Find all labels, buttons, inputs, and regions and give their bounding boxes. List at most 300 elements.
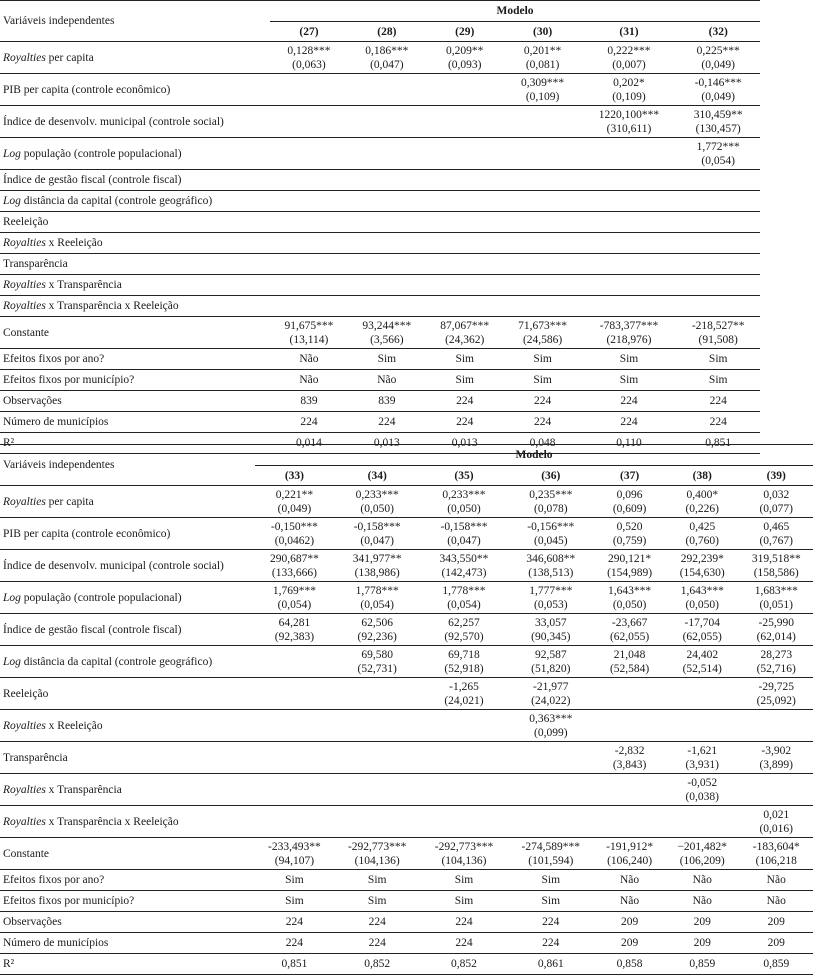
table-cell (426, 42, 504, 74)
table-cell (740, 614, 813, 646)
table-cell (740, 486, 813, 518)
coefficient: 62,506 (361, 617, 393, 629)
table-cell (582, 370, 677, 391)
coefficient: 1,777*** (529, 585, 572, 597)
standard-error: (3,931) (685, 759, 719, 771)
cell-value: 209 (768, 937, 785, 949)
coefficient: 1,643*** (681, 585, 724, 597)
row-label (0, 191, 270, 212)
table-cell (676, 233, 760, 254)
table-cell (676, 138, 760, 170)
table-cell (676, 370, 760, 391)
table-cell (426, 74, 504, 106)
table-row (0, 74, 760, 106)
table-cell (504, 317, 582, 349)
table-cell (594, 710, 665, 742)
coefficient: 1,643*** (608, 585, 651, 597)
standard-error: (52,731) (358, 663, 397, 675)
coefficient: 1,683*** (755, 585, 798, 597)
table-cell (255, 891, 334, 912)
table-cell (270, 191, 348, 212)
label-header: Variáveis independentes (0, 1, 270, 42)
row-label (0, 870, 255, 891)
standard-error: (0,063) (292, 59, 326, 71)
table-cell (348, 170, 426, 191)
table-cell (421, 614, 508, 646)
table-cell (426, 296, 504, 317)
cell-value: Sim (455, 374, 474, 386)
standard-error: (0,093) (448, 59, 482, 71)
group-header: Modelo (255, 445, 813, 466)
cell-value: 224 (534, 395, 551, 407)
row-label-text: Royalties x Transparência (3, 279, 122, 291)
model-number: (29) (426, 22, 504, 42)
table-cell (676, 42, 760, 74)
row-label-text: Índice de desenvolv. municipal (controle social) (3, 560, 224, 572)
table-cell (676, 170, 760, 191)
table-row (0, 138, 760, 170)
standard-error: (154,989) (607, 567, 652, 579)
row-label-text: PIB per capita (controle econômico) (3, 528, 170, 540)
cell-value: Não (693, 895, 712, 907)
cell-value: 209 (694, 937, 711, 949)
coefficient: 310,459** (694, 109, 743, 121)
standard-error: (310,611) (607, 123, 652, 135)
row-label (0, 106, 270, 138)
table-cell (334, 486, 421, 518)
row-label-text: Log população (controle populacional) (3, 148, 182, 160)
coefficient: 24,402 (686, 649, 718, 661)
coefficient: -0,146*** (695, 77, 742, 89)
row-label (0, 614, 255, 646)
table-cell (594, 933, 665, 954)
coefficient: 0,221** (276, 489, 313, 501)
table-cell (348, 412, 426, 433)
row-label-text: Royalties per capita (3, 52, 94, 64)
coefficient: 92,587 (535, 649, 567, 661)
standard-error: (0,047) (447, 535, 481, 547)
table-cell (270, 254, 348, 275)
row-label (0, 233, 270, 254)
table-cell (507, 486, 594, 518)
cell-value: Não (620, 874, 639, 886)
standard-error: (138,986) (355, 567, 400, 579)
standard-error: (0,050) (447, 503, 481, 515)
cell-value: Sim (378, 353, 397, 365)
coefficient: -0,150*** (271, 521, 318, 533)
cell-value: 224 (710, 395, 727, 407)
coefficient: 0,309*** (521, 77, 564, 89)
table-cell (504, 391, 582, 412)
standard-error: (0,759) (613, 535, 647, 547)
row-label (0, 646, 255, 678)
table-cell (665, 838, 740, 870)
table-cell (270, 138, 348, 170)
table-cell (255, 646, 334, 678)
standard-error: (0,049) (278, 503, 312, 515)
table-cell (594, 806, 665, 838)
regression-table-models-27-32 (0, 0, 760, 454)
table-cell (740, 742, 813, 774)
group-header: Modelo (270, 1, 760, 22)
table-cell (334, 710, 421, 742)
row-label-text: Reeleição (3, 688, 48, 700)
table-cell (270, 412, 348, 433)
cell-value: Sim (709, 353, 728, 365)
cell-value: Não (767, 874, 786, 886)
table-cell (507, 582, 594, 614)
table-cell (421, 838, 508, 870)
standard-error: (0,0462) (275, 535, 314, 547)
table-cell (665, 774, 740, 806)
label-header: Variáveis independentes (0, 445, 255, 486)
cell-value: Sim (620, 374, 639, 386)
table-cell (255, 838, 334, 870)
table-cell (270, 296, 348, 317)
table-cell (507, 710, 594, 742)
row-label (0, 254, 270, 275)
table-cell (676, 106, 760, 138)
table-cell (334, 646, 421, 678)
table-cell (421, 954, 508, 975)
standard-error: (0,760) (685, 535, 719, 547)
table-cell (507, 550, 594, 582)
table-cell (426, 317, 504, 349)
coefficient: 0,520 (617, 521, 643, 533)
coefficient: 69,718 (448, 649, 480, 661)
standard-error: (138,513) (528, 567, 573, 579)
cell-value: Não (299, 353, 318, 365)
table-cell (740, 838, 813, 870)
standard-error: (92,570) (444, 631, 483, 643)
table-cell (421, 582, 508, 614)
row-label (0, 806, 255, 838)
coefficient: 0,400* (686, 489, 718, 501)
coefficient: 28,273 (760, 649, 792, 661)
cell-value: Sim (542, 874, 561, 886)
table-cell (665, 870, 740, 891)
model-number: (39) (740, 466, 813, 486)
standard-error: (91,508) (699, 334, 738, 346)
table-cell (270, 74, 348, 106)
coefficient: 64,281 (279, 617, 311, 629)
standard-error: (51,820) (531, 663, 570, 675)
table-cell (421, 486, 508, 518)
row-label-text: Índice de gestão fiscal (controle fiscal) (3, 174, 182, 186)
row-label (0, 774, 255, 806)
table-cell (507, 742, 594, 774)
row-label-text: Royalties x Transparência x Reeleição (3, 816, 179, 828)
standard-error: (104,136) (355, 855, 400, 867)
coefficient: 0,202* (613, 77, 645, 89)
coefficient: -1,265 (449, 681, 479, 693)
table-cell (740, 646, 813, 678)
table-cell (665, 678, 740, 710)
table-row (0, 774, 813, 806)
table-cell (582, 317, 677, 349)
cell-value: Sim (542, 895, 561, 907)
table-cell (504, 275, 582, 296)
cell-value: Não (377, 374, 396, 386)
coefficient: 290,121* (608, 553, 651, 565)
standard-error: (0,767) (759, 535, 793, 547)
table-cell (426, 349, 504, 370)
coefficient: -233,493** (268, 841, 321, 853)
cell-value: Sim (455, 895, 474, 907)
standard-error: (90,345) (531, 631, 570, 643)
standard-error: (3,899) (759, 759, 793, 771)
cell-value: 209 (694, 916, 711, 928)
table-cell (507, 774, 594, 806)
table-cell (582, 138, 677, 170)
table-cell (426, 275, 504, 296)
cell-value: 0,013 (452, 437, 478, 449)
table-cell (665, 954, 740, 975)
table-row (0, 317, 760, 349)
table-cell (255, 710, 334, 742)
table-cell (504, 74, 582, 106)
table-cell (594, 550, 665, 582)
cell-value: 224 (286, 937, 303, 949)
row-label-text: Índice de desenvolv. municipal (controle social) (3, 116, 224, 128)
model-number: (35) (421, 466, 508, 486)
table-cell (255, 550, 334, 582)
row-label (0, 933, 255, 954)
table-row (0, 275, 760, 296)
table-row (0, 233, 760, 254)
table-row (0, 170, 760, 191)
cell-value: Sim (285, 895, 304, 907)
table-cell (334, 678, 421, 710)
standard-error: (0,054) (278, 599, 312, 611)
row-label-text: Efeitos fixos por município? (3, 895, 134, 907)
table-cell (740, 954, 813, 975)
cell-value: 0,014 (296, 437, 322, 449)
standard-error: (106,209) (680, 855, 725, 867)
coefficient: -183,604* (753, 841, 800, 853)
coefficient: 0,021 (763, 809, 789, 821)
table-cell (740, 710, 813, 742)
row-label (0, 954, 255, 975)
table-cell (270, 349, 348, 370)
row-label-text: PIB per capita (controle econômico) (3, 84, 170, 96)
table-cell (665, 550, 740, 582)
table-cell (421, 646, 508, 678)
standard-error: (0,078) (534, 503, 568, 515)
table-cell (504, 138, 582, 170)
table-cell (348, 391, 426, 412)
coefficient: 0,186*** (365, 45, 408, 57)
table-cell (426, 106, 504, 138)
table-cell (421, 678, 508, 710)
standard-error: (142,473) (441, 567, 486, 579)
table-cell (270, 106, 348, 138)
standard-error: (106,218 (756, 855, 797, 867)
standard-error: (52,514) (683, 663, 722, 675)
table-cell (426, 138, 504, 170)
cell-value: 0,013 (374, 437, 400, 449)
table-cell (426, 191, 504, 212)
table-row (0, 349, 760, 370)
table-cell (507, 870, 594, 891)
table-cell (255, 954, 334, 975)
table-cell (740, 550, 813, 582)
table-cell (421, 912, 508, 933)
standard-error: (25,092) (757, 695, 796, 707)
row-label-text: Royalties x Transparência x Reeleição (3, 300, 179, 312)
table-cell (421, 710, 508, 742)
table-row (0, 933, 813, 954)
standard-error: (0,049) (701, 59, 735, 71)
table-cell (582, 296, 677, 317)
table-cell (255, 870, 334, 891)
table-cell (421, 742, 508, 774)
table-cell (334, 912, 421, 933)
table-cell (270, 317, 348, 349)
row-label (0, 518, 255, 550)
row-label (0, 412, 270, 433)
table-cell (255, 806, 334, 838)
table-cell (594, 646, 665, 678)
cell-value: Sim (709, 374, 728, 386)
model-number: (37) (594, 466, 665, 486)
table-cell (740, 678, 813, 710)
coefficient: 319,518** (752, 553, 801, 565)
standard-error: (3,566) (370, 334, 404, 346)
table-cell (582, 275, 677, 296)
cell-value: Sim (368, 874, 387, 886)
standard-error: (0,609) (613, 503, 647, 515)
coefficient: 1,778*** (356, 585, 399, 597)
standard-error: (0,099) (534, 727, 568, 739)
table-cell (594, 678, 665, 710)
table-cell (421, 870, 508, 891)
table-cell (676, 317, 760, 349)
coefficient: 0,465 (763, 521, 789, 533)
table-cell (582, 74, 677, 106)
table-cell (740, 870, 813, 891)
table-cell (348, 212, 426, 233)
table-cell (740, 912, 813, 933)
coefficient: 0,128*** (287, 45, 330, 57)
table-cell (504, 212, 582, 233)
cell-value: 0,852 (364, 958, 390, 970)
cell-value: Sim (533, 353, 552, 365)
row-label (0, 912, 255, 933)
coefficient: 0,201** (524, 45, 561, 57)
row-label-text: Efeitos fixos por ano? (3, 353, 104, 365)
table-cell (582, 349, 677, 370)
coefficient: 33,057 (535, 617, 567, 629)
coefficient: -0,052 (687, 777, 717, 789)
standard-error: (24,021) (444, 695, 483, 707)
table-cell (594, 838, 665, 870)
coefficient: 0,233*** (356, 489, 399, 501)
coefficient: -1,621 (687, 745, 717, 757)
standard-error: (0,049) (701, 91, 735, 103)
coefficient: 292,239* (681, 553, 724, 565)
cell-value: 224 (378, 416, 395, 428)
row-label-text: Constante (3, 327, 49, 339)
table-cell (594, 954, 665, 975)
table-cell (334, 870, 421, 891)
table-cell (348, 191, 426, 212)
coefficient: 87,067*** (440, 320, 489, 332)
table-cell (348, 42, 426, 74)
table-cell (255, 614, 334, 646)
coefficient: -21,977 (533, 681, 568, 693)
table-cell (255, 933, 334, 954)
cell-value: 224 (286, 916, 303, 928)
table-cell (270, 170, 348, 191)
standard-error: (0,054) (447, 599, 481, 611)
table-cell (270, 42, 348, 74)
table-cell (507, 678, 594, 710)
model-number: (38) (665, 466, 740, 486)
cell-value: 224 (300, 416, 317, 428)
coefficient: 62,257 (448, 617, 480, 629)
coefficient: -292,773*** (435, 841, 493, 853)
table-cell (740, 891, 813, 912)
table-cell (507, 912, 594, 933)
table-cell (582, 391, 677, 412)
cell-value: 224 (456, 395, 473, 407)
table-cell (582, 170, 677, 191)
coefficient: 1,769*** (273, 585, 316, 597)
table-cell (582, 42, 677, 74)
standard-error: (0,109) (526, 91, 560, 103)
table-cell (504, 254, 582, 275)
table-cell (507, 806, 594, 838)
standard-error: (52,584) (610, 663, 649, 675)
table-cell (665, 891, 740, 912)
row-label (0, 710, 255, 742)
table-cell (507, 646, 594, 678)
cell-value: 224 (455, 937, 472, 949)
cell-value: Sim (285, 874, 304, 886)
table-cell (676, 254, 760, 275)
row-label-text: Royalties per capita (3, 496, 94, 508)
table-cell (507, 891, 594, 912)
table-cell (676, 74, 760, 106)
standard-error: (3,843) (613, 759, 647, 771)
table-cell (421, 518, 508, 550)
table-cell (594, 742, 665, 774)
coefficient: 0,363*** (529, 713, 572, 725)
cell-value: Sim (368, 895, 387, 907)
table-cell (507, 838, 594, 870)
table-cell (348, 296, 426, 317)
table-cell (665, 710, 740, 742)
cell-value: 224 (542, 937, 559, 949)
standard-error: (0,109) (612, 91, 646, 103)
cell-value: 0,859 (689, 958, 715, 970)
row-label-text: Observações (3, 395, 62, 407)
table-cell (594, 774, 665, 806)
coefficient: 0,425 (689, 521, 715, 533)
coefficient: -25,990 (759, 617, 794, 629)
regression-table-models-33-39 (0, 444, 813, 975)
row-label-text: Royalties x Transparência (3, 784, 122, 796)
table-cell (426, 254, 504, 275)
standard-error: (104,136) (441, 855, 486, 867)
row-label (0, 370, 270, 391)
row-label (0, 317, 270, 349)
table-cell (740, 933, 813, 954)
table-row (0, 891, 813, 912)
table-cell (334, 550, 421, 582)
table-row (0, 391, 760, 412)
